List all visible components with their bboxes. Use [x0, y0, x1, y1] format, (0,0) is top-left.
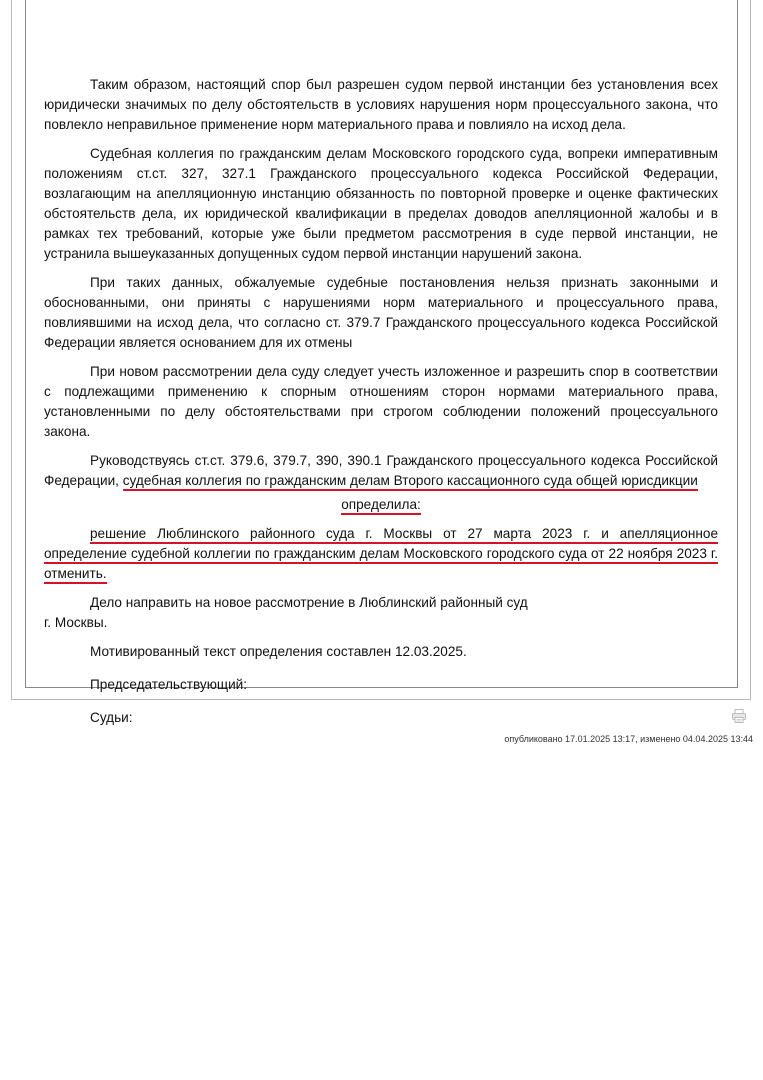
motivated-text-date: Мотивированный текст определения составлен 12.03.2025.	[90, 644, 467, 659]
paragraph-guided-by	[44, 451, 718, 491]
decision-highlight: решение Люблинского районного суда г. Москвы от 27 марта 2023 г. и апелляционное определение судебной коллегии по гражданским делам Московского городского суда от 22 ноября 2023 г. отменить.	[44, 526, 718, 584]
paragraph-decision	[44, 524, 718, 584]
remand-line: Дело направить на новое рассмотрение в Люблинский районный суд	[90, 595, 528, 610]
publication-timestamp: опубликовано 17.01.2025 13:17, изменено 04.04.2025 13:44	[504, 734, 753, 744]
document-text	[44, 75, 718, 741]
paragraph-new-consideration: При новом рассмотрении дела суду следует учесть изложенное и разрешить спор в соответствии с подлежащими применению к спорным отношениям сторон нормами материального права, установленными по делу обстоятельствами при строгом соблюдении положений процессуального закона.	[44, 364, 718, 439]
paragraph-conclusion: Таким образом, настоящий спор был разрешен судом первой инстанции без установления всех юридически значимых по делу обстоятельств в условиях нарушения норм процессуального закона, что повлекло неправильное применение норм материального права и повлияло на исход дела.	[44, 77, 718, 132]
paragraph-appeal-court-violation: Судебная коллегия по гражданским делам Московского городского суда, вопреки императивным положениям ст.ст. 327, 327.1 Гражданского процессуального кодекса Российской Федерации, возлагающим на апелляционную инстанцию обязанность по повторной проверке и оценке фактических обстоятельств дела, их юридической квалификации в пределах доводов апелляционной жалобы и в рамках тех требований, которые уже были предметом рассмотрения в суде первой инстанции, не устранила вышеуказанных допущенных судом первой инстанции нарушений закона.	[44, 146, 718, 261]
court-panel-highlight: судебная коллегия по гражданским делам Второго кассационного суда общей юрисдикции	[123, 473, 698, 491]
printer-icon[interactable]	[731, 708, 747, 724]
guided-prefix: Руководствуясь ст.ст. 379.6, 379.7, 390, 390.1 Гражданского процессуального кодекса Российской Федерации,	[44, 453, 718, 488]
determined-highlight: определила:	[341, 497, 421, 515]
determined-heading	[44, 495, 718, 515]
remand-city: г. Москвы.	[44, 615, 108, 630]
paragraph-grounds-for-reversal: При таких данных, обжалуемые судебные постановления нельзя признать законными и обоснованными, они приняты с нарушениями норм материального и процессуального права, повлиявшими на исход дела, что согласно ст. 379.7 Гражданского процессуального кодекса Российской Федерации является основанием для их отмены	[44, 275, 718, 350]
judges-label: Судьи:	[90, 710, 133, 725]
presiding-judge-label: Председательствующий:	[90, 677, 248, 692]
